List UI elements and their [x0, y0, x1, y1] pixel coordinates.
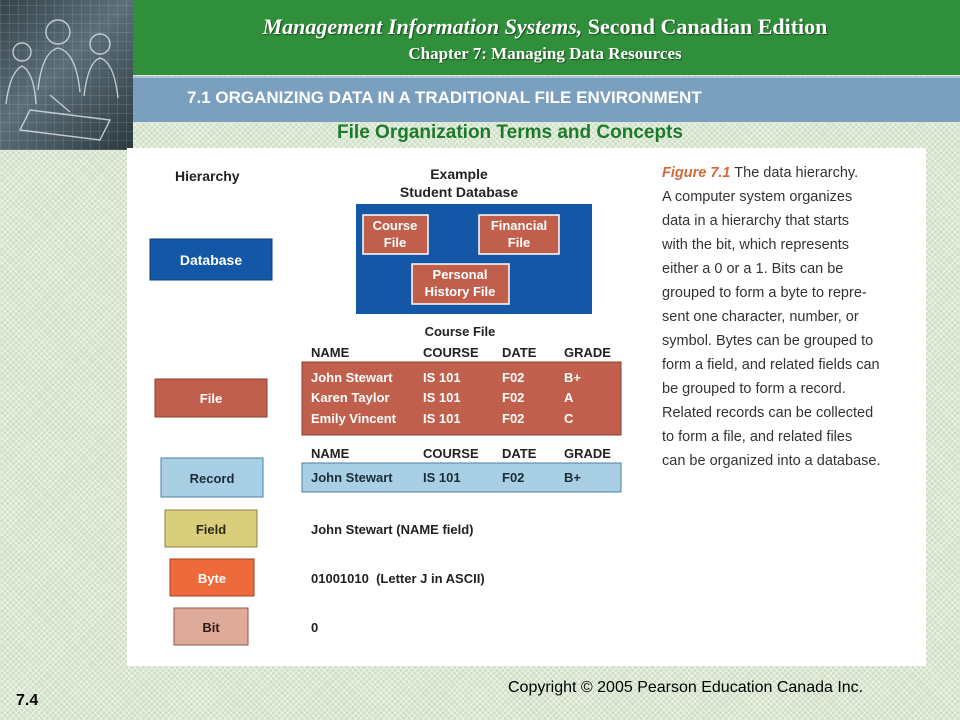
svg-text:with the bit, which represents: with the bit, which represents — [662, 237, 849, 253]
example-heading: Example — [430, 166, 488, 182]
personal-file-label-2: History File — [424, 284, 496, 299]
slide-number: 7.4 — [16, 692, 39, 709]
data-hierarchy-figure — [127, 148, 926, 666]
svg-text:IS 101: IS 101 — [423, 390, 461, 405]
caption-figure-number: Figure 7.1 — [662, 165, 731, 181]
svg-text:be grouped to form a record.: be grouped to form a record. — [662, 381, 846, 397]
svg-text:F02: F02 — [502, 370, 525, 385]
record-col-name: NAME — [311, 446, 350, 461]
record-col-grade: GRADE — [564, 446, 611, 461]
course-title: Management Information Systems, Second Canadian Edition — [262, 14, 828, 39]
byte-level-label: Byte — [197, 571, 227, 586]
svg-text:B+: B+ — [564, 370, 581, 385]
col-date: DATE — [502, 345, 537, 360]
record-col-date: DATE — [502, 446, 537, 461]
svg-text:Figure 7.1 The data hierarchy.: Figure 7.1 The data hierarchy. — [662, 165, 859, 181]
svg-text:John Stewart: John Stewart — [311, 370, 393, 385]
bit-example: 0 — [311, 620, 319, 635]
svg-text:Emily Vincent: Emily Vincent — [311, 411, 397, 426]
svg-text:grouped to form a byte to repr: grouped to form a byte to repre- — [662, 285, 867, 301]
section-heading: 7.1 ORGANIZING DATA IN A TRADITIONAL FILE ENVIRONMENT — [187, 88, 702, 107]
course-file-label-2: File — [383, 235, 407, 250]
header-photo — [0, 0, 133, 150]
col-grade: GRADE — [564, 345, 611, 360]
course-file-label-1: Course — [372, 218, 418, 233]
record-date: F02 — [502, 470, 525, 485]
col-course: COURSE — [423, 345, 479, 360]
database-level-label: Database — [179, 252, 243, 268]
financial-file-label-1: Financial — [490, 218, 548, 233]
svg-text:F02: F02 — [502, 390, 525, 405]
student-database-heading: Student Database — [399, 184, 519, 200]
svg-text:can be organized into a databa: can be organized into a database. — [662, 453, 881, 469]
svg-text:A: A — [564, 390, 574, 405]
byte-example: 01001010 (Letter J in ASCII) — [311, 571, 485, 586]
chapter-title: Chapter 7: Managing Data Resources — [408, 44, 682, 63]
record-course: IS 101 — [423, 470, 461, 485]
record-level-label: Record — [189, 471, 235, 486]
figure-panel — [127, 148, 926, 666]
svg-text:Related records can be collect: Related records can be collected — [662, 405, 874, 421]
hierarchy-heading: Hierarchy — [175, 168, 240, 184]
record-grade: B+ — [564, 470, 581, 485]
field-example: John Stewart (NAME field) — [311, 522, 474, 537]
svg-text:F02: F02 — [502, 411, 525, 426]
bit-level-label: Bit — [202, 620, 220, 635]
svg-text:Karen Taylor: Karen Taylor — [311, 390, 390, 405]
svg-text:symbol. Bytes can be grouped t: symbol. Bytes can be grouped to — [662, 333, 874, 349]
svg-text:data in a hierarchy that start: data in a hierarchy that starts — [662, 213, 849, 229]
col-name: NAME — [311, 345, 350, 360]
slide-title: File Organization Terms and Concepts — [337, 122, 683, 143]
svg-text:form a field, and related fiel: form a field, and related fields can — [662, 357, 880, 373]
course-file-caption: Course File — [424, 324, 496, 339]
financial-file-label-2: File — [507, 235, 531, 250]
field-level-label: Field — [195, 522, 227, 537]
svg-text:to form a file, and related fi: to form a file, and related files — [662, 429, 853, 445]
svg-text:C: C — [564, 411, 574, 426]
svg-text:IS 101: IS 101 — [423, 370, 461, 385]
svg-text:sent one character, number, or: sent one character, number, or — [662, 309, 859, 325]
file-level-label: File — [199, 391, 223, 406]
svg-text:A computer system organizes: A computer system organizes — [662, 189, 853, 205]
personal-file-label-1: Personal — [432, 267, 488, 282]
svg-text:either a 0 or a 1. Bits can be: either a 0 or a 1. Bits can be — [662, 261, 844, 277]
record-col-course: COURSE — [423, 446, 479, 461]
copyright-notice: Copyright © 2005 Pearson Education Canada Inc. — [508, 679, 864, 696]
svg-text:IS 101: IS 101 — [423, 411, 461, 426]
figure-caption — [661, 165, 880, 469]
record-name: John Stewart — [311, 470, 393, 485]
